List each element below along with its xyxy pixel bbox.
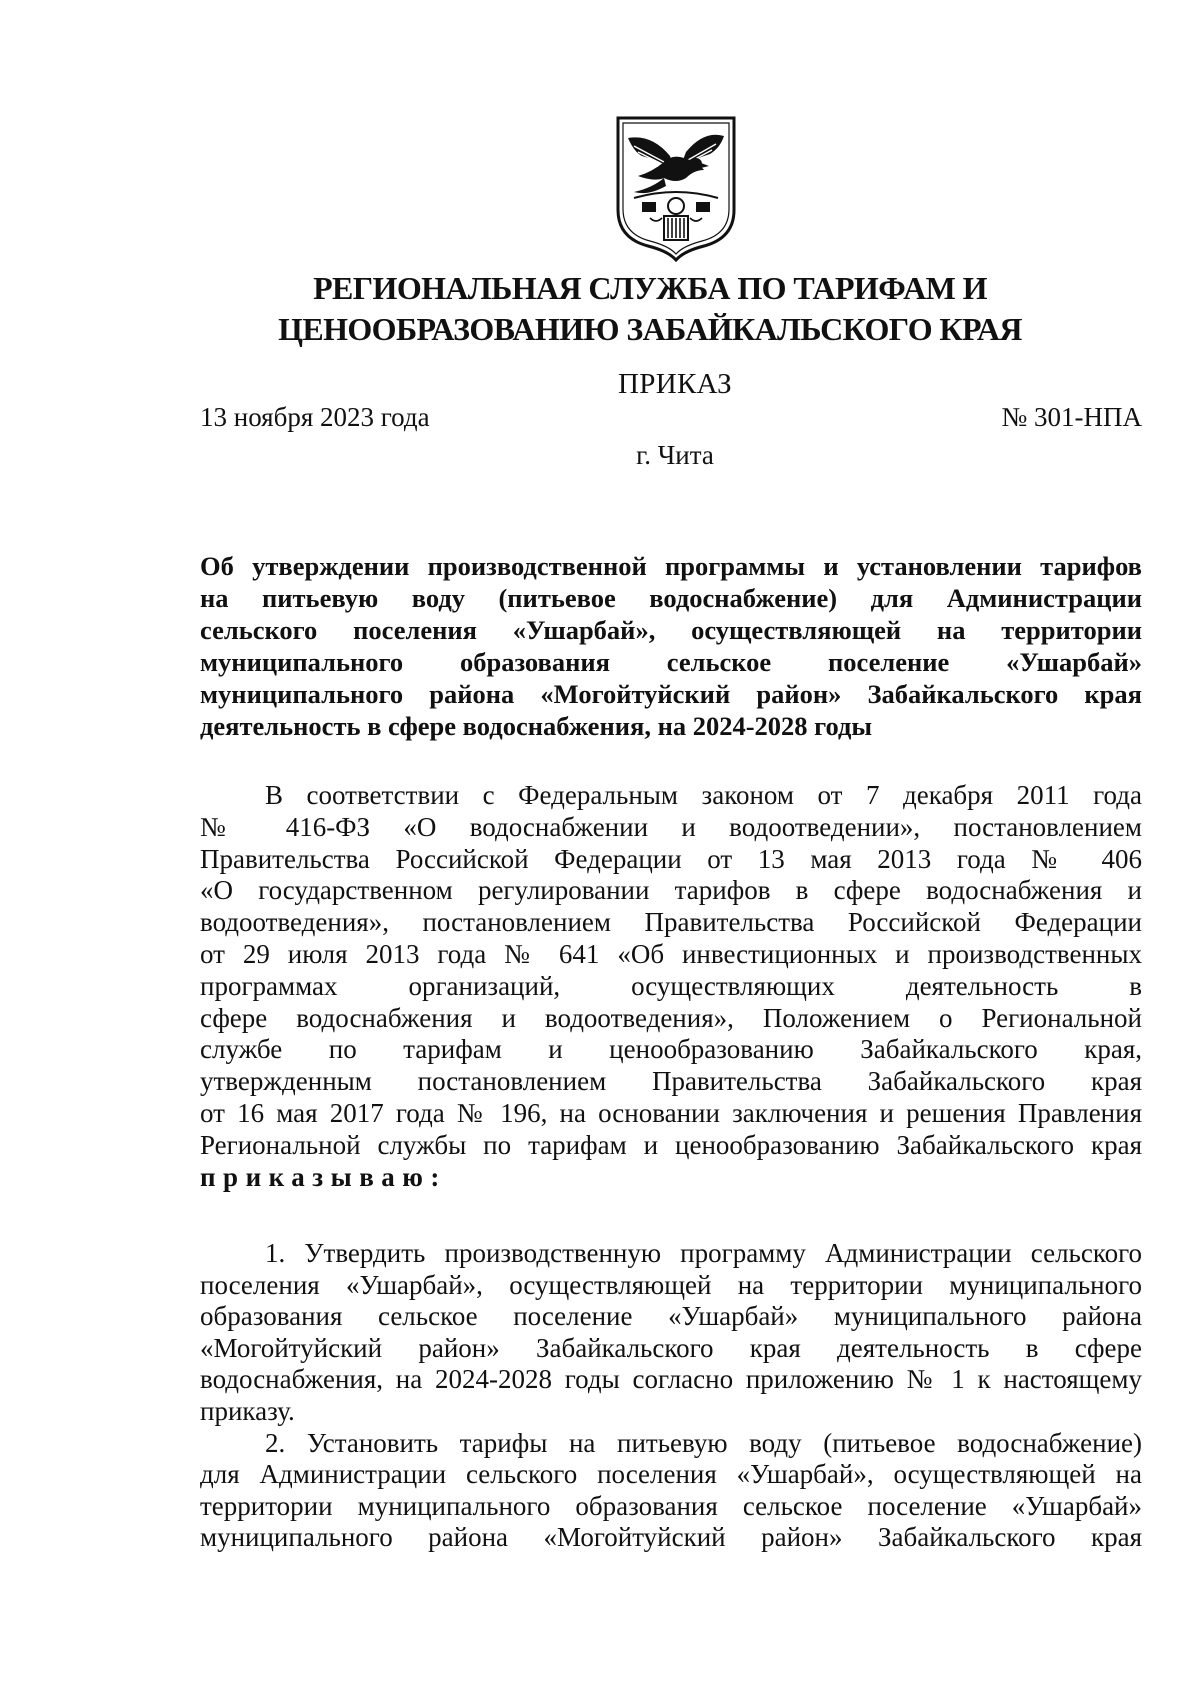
title-line: сельского поселения «Ушарбай», осуществляющей на территории [200, 615, 1142, 645]
item-line: поселения «Ушарбай», осуществляющей на территории муниципального [200, 1269, 1142, 1300]
item-line: образования сельское поселение «Ушарбай» муниципального района [200, 1301, 1142, 1332]
title-line: Об утверждении производственной программы и установлении тарифов [200, 551, 1142, 581]
preamble-line: программах организаций, осуществляющих деятельность в [200, 970, 1142, 1001]
item-line: муниципального района «Могойтуйский район» Забайкальского края [200, 1522, 1142, 1553]
organization-name-line-2: ЦЕНООБРАЗОВАНИЮ ЗАБАЙКАЛЬСКОГО КРАЯ [278, 311, 1022, 347]
item-line: «Могойтуйский район» Забайкальского края деятельность в сфере [200, 1332, 1142, 1363]
preamble-line: В соответствии с Федеральным законом от 7 декабря 2011 года [265, 780, 1142, 810]
preamble-line: «О государственном регулировании тарифов в сфере водоснабжения и [200, 875, 1142, 906]
preamble-line: службе по тарифам и ценообразованию Забайкальского края, [200, 1034, 1142, 1065]
preamble-paragraph [200, 780, 1142, 1193]
preamble-line: Правительства Российской Федерации от 13 мая 2013 года № 406 [200, 843, 1142, 874]
preamble-line: от 29 июля 2013 года № 641 «Об инвестиционных и производственных [200, 938, 1142, 969]
item-line: территории муниципального образования сельское поселение «Ушарбай» [200, 1490, 1142, 1521]
item-line: для Администрации сельского поселения «Ушарбай», осуществляющей на [200, 1459, 1142, 1490]
title-line: муниципального района «Могойтуйский район» Забайкальского края [200, 679, 1142, 709]
order-item-2 [200, 1428, 1142, 1554]
document-title [200, 550, 1142, 742]
item-line: 1. Утвердить производственную программу Администрации сельского [265, 1238, 1142, 1268]
preamble-line: утвержденным постановлением Правительства Забайкальского края [200, 1066, 1142, 1097]
organization-name-line-1: РЕГИОНАЛЬНАЯ СЛУЖБА ПО ТАРИФАМ И [313, 270, 987, 306]
preamble-line: сфере водоснабжения и водоотведения», Положением о Региональной [200, 1002, 1142, 1033]
preamble-line: водоотведения», постановлением Правительства Российской Федерации [200, 907, 1142, 938]
order-word: приказываю: [200, 1161, 447, 1192]
document-type: ПРИКАЗ [618, 368, 732, 400]
order-item-1 [200, 1238, 1142, 1428]
title-line: на питьевую воду (питьевое водоснабжение) для Администрации [200, 583, 1142, 613]
title-line: муниципального образования сельское поселение «Ушарбай» [200, 647, 1142, 677]
document-number: № 301-НПА [1001, 402, 1142, 432]
document-city: г. Чита [636, 440, 714, 470]
order-items [200, 1238, 1142, 1554]
preamble-line: Региональной службы по тарифам и ценообразованию Забайкальского края [200, 1129, 1142, 1160]
item-line: приказу. [200, 1395, 295, 1426]
preamble-line: от 16 мая 2017 года № 196, на основании заключения и решения Правления [200, 1097, 1142, 1128]
coat-of-arms-icon [612, 112, 740, 262]
organization-name [200, 268, 1100, 350]
title-line: деятельность в сфере водоснабжения, на 2024-2028 годы [200, 711, 873, 741]
preamble-line: № 416-ФЗ «О водоснабжении и водоотведении», постановлением [200, 811, 1142, 842]
document-date: 13 ноября 2023 года [200, 402, 430, 432]
item-line: 2. Установить тарифы на питьевую воду (питьевое водоснабжение) [265, 1427, 1142, 1458]
item-line: водоснабжения, на 2024-2028 годы согласно приложению № 1 к настоящему [200, 1364, 1142, 1395]
